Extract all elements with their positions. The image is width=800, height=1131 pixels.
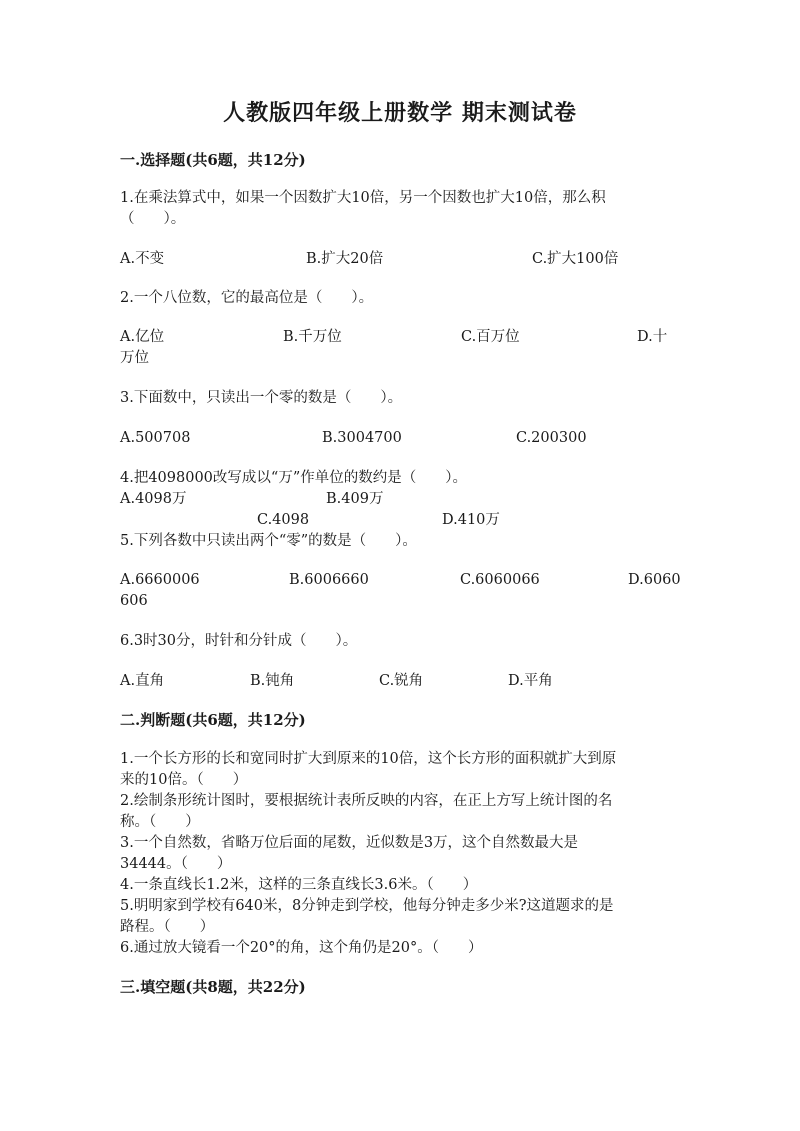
judge-line: 1.一个长方形的长和宽同时扩大到原来的10倍，这个长方形的面积就扩大到原 <box>120 751 617 767</box>
option-a: A.6660006 <box>120 572 200 588</box>
question-text: 4.把4098000改写成以“万”作单位的数约是（ ）。 <box>120 470 467 486</box>
question-text: 2.一个八位数，它的最高位是（ ）。 <box>120 290 374 306</box>
judge-line: 来的10倍。（ ） <box>120 772 248 788</box>
judge-line: 3.一个自然数，省略万位后面的尾数，近似数是3万，这个自然数最大是 <box>120 835 579 851</box>
option-a: A.500708 <box>120 430 191 446</box>
option-d-wrap: 606 <box>120 593 148 609</box>
option-d: D.6060 <box>628 572 681 588</box>
option-a: A.亿位 <box>120 329 165 345</box>
option-c: C.200300 <box>516 430 587 446</box>
question-text: 5.下列各数中只读出两个“零”的数是（ ）。 <box>120 533 417 549</box>
question-text: 6.3时30分，时针和分针成（ ）。 <box>120 633 358 649</box>
judge-line: 2.绘制条形统计图时，要根据统计表所反映的内容，在正上方写上统计图的名 <box>120 793 613 809</box>
option-c: C.百万位 <box>461 329 520 345</box>
judge-line: 6.通过放大镜看一个20°的角，这个角仍是20°。（ ） <box>120 940 483 956</box>
option-c: C.扩大100倍 <box>532 251 619 267</box>
option-a: A.不变 <box>120 251 165 267</box>
judge-line: 4.一条直线长1.2米，这样的三条直线长3.6米。（ ） <box>120 877 478 893</box>
option-a: A.直角 <box>120 673 165 689</box>
option-d-wrap: 万位 <box>120 350 149 366</box>
option-b: B.6006660 <box>289 572 369 588</box>
section-heading-choice: 一.选择题(共6题，共12分) <box>120 151 306 169</box>
question-text: 3.下面数中，只读出一个零的数是（ ）。 <box>120 390 403 406</box>
judge-line: 34444。（ ） <box>120 856 232 872</box>
option-c: C.锐角 <box>379 673 424 689</box>
judge-line: 称。（ ） <box>120 814 200 830</box>
option-b: B.千万位 <box>283 329 342 345</box>
judge-line: 5.明明家到学校有640米，8分钟走到学校，他每分钟走多少米?这道题求的是 <box>120 898 614 914</box>
option-b: B.409万 <box>326 491 384 507</box>
option-d: D.410万 <box>442 512 500 528</box>
judge-line: 路程。（ ） <box>120 919 215 935</box>
option-a: A.4098万 <box>120 491 187 507</box>
section-heading-fill: 三.填空题(共8题，共22分) <box>120 978 306 996</box>
section-heading-judge: 二.判断题(共6题，共12分) <box>120 711 306 729</box>
question-text: 1.在乘法算式中，如果一个因数扩大10倍，另一个因数也扩大10倍，那么积 <box>120 190 606 206</box>
page-title: 人教版四年级上册数学 期末测试卷 <box>223 100 577 126</box>
option-b: B.钝角 <box>250 673 295 689</box>
option-b: B.扩大20倍 <box>306 251 384 267</box>
question-text: （ ）。 <box>120 211 186 227</box>
option-c: C.4098 <box>257 512 310 528</box>
option-d: D.平角 <box>508 673 553 689</box>
option-d: D.十 <box>637 329 668 345</box>
option-c: C.6060066 <box>460 572 540 588</box>
option-b: B.3004700 <box>322 430 402 446</box>
